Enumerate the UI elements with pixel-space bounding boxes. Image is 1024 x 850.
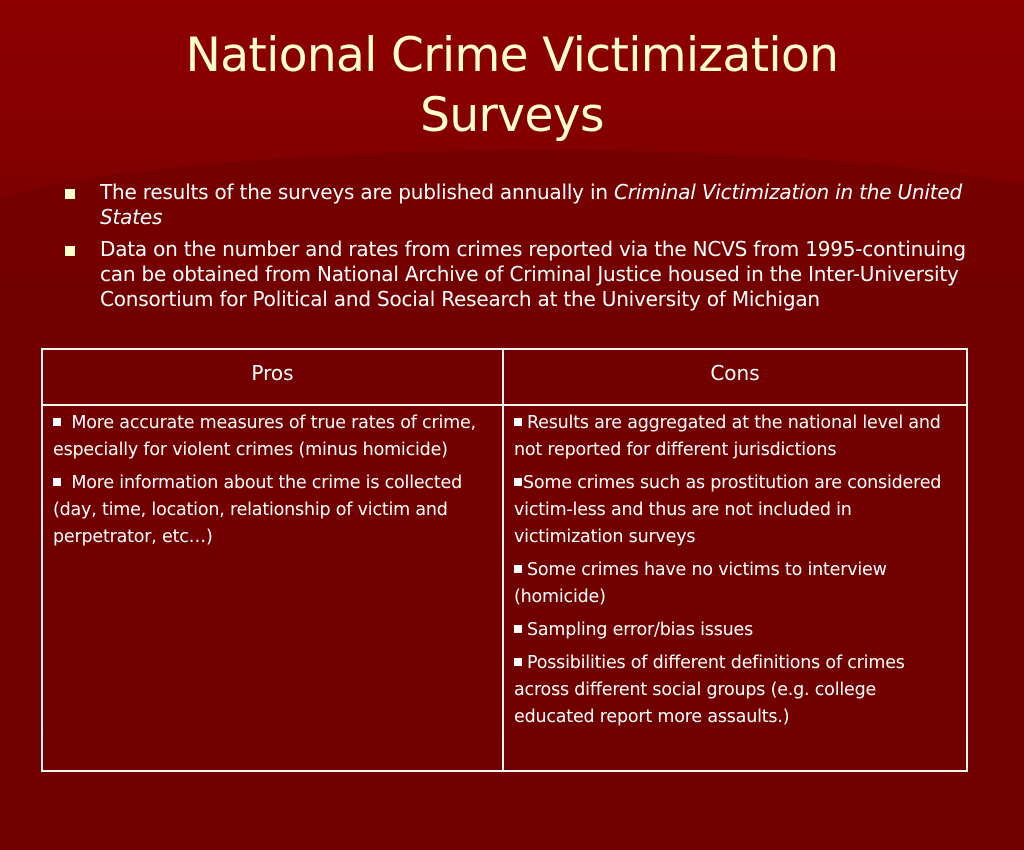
pros-cell	[42, 405, 503, 771]
slide-title	[0, 26, 1024, 146]
title-line-2: Surveys	[420, 88, 604, 143]
pros-item: More information about the crime is collected (day, time, location, relationship of victim and perpetrator, etc…)	[53, 473, 462, 547]
bullet-list	[62, 180, 972, 319]
cons-item: Some crimes have no victims to interview (homicide)	[514, 560, 887, 607]
title-line-1: National Crime Victimization	[185, 28, 839, 83]
square-bullet-icon	[65, 246, 75, 256]
cons-item: Results are aggregated at the national level and not reported for different jurisdictions	[514, 413, 941, 460]
table-row	[42, 405, 967, 771]
cons-item: Some crimes such as prostitution are considered victim-less and thus are not included in victimization surveys	[514, 473, 942, 547]
square-bullet-icon	[514, 658, 522, 666]
pros-header: Pros	[42, 349, 503, 405]
pros-item: More accurate measures of true rates of crime, especially for violent crimes (minus homicide)	[53, 413, 476, 460]
bullet-item	[62, 237, 972, 312]
square-bullet-icon	[53, 478, 61, 486]
bullet-text: The results of the surveys are published annually in	[100, 180, 614, 204]
cons-cell	[503, 405, 967, 771]
cons-header: Cons	[503, 349, 967, 405]
bullet-text: Data on the number and rates from crimes reported via the NCVS from 1995-continuing can be obtained from National Archive of Criminal Justice housed in the Inter-University Consortium for Political and Social Research at the University of Michigan	[100, 237, 966, 311]
square-bullet-icon	[53, 418, 61, 426]
cons-item: Sampling error/bias issues	[514, 617, 958, 644]
square-bullet-icon	[514, 418, 522, 426]
square-bullet-icon	[514, 565, 522, 573]
cons-item: Possibilities of different definitions of crimes across different social groups (e.g. college educated report more assaults.)	[514, 653, 905, 727]
publication-title: Criminal Victimization in the United States	[100, 180, 962, 229]
table-header-row	[42, 349, 967, 405]
pros-cons-table	[41, 348, 968, 772]
bullet-item	[62, 180, 972, 230]
square-bullet-icon	[514, 478, 522, 486]
square-bullet-icon	[65, 189, 75, 199]
square-bullet-icon	[514, 625, 522, 633]
